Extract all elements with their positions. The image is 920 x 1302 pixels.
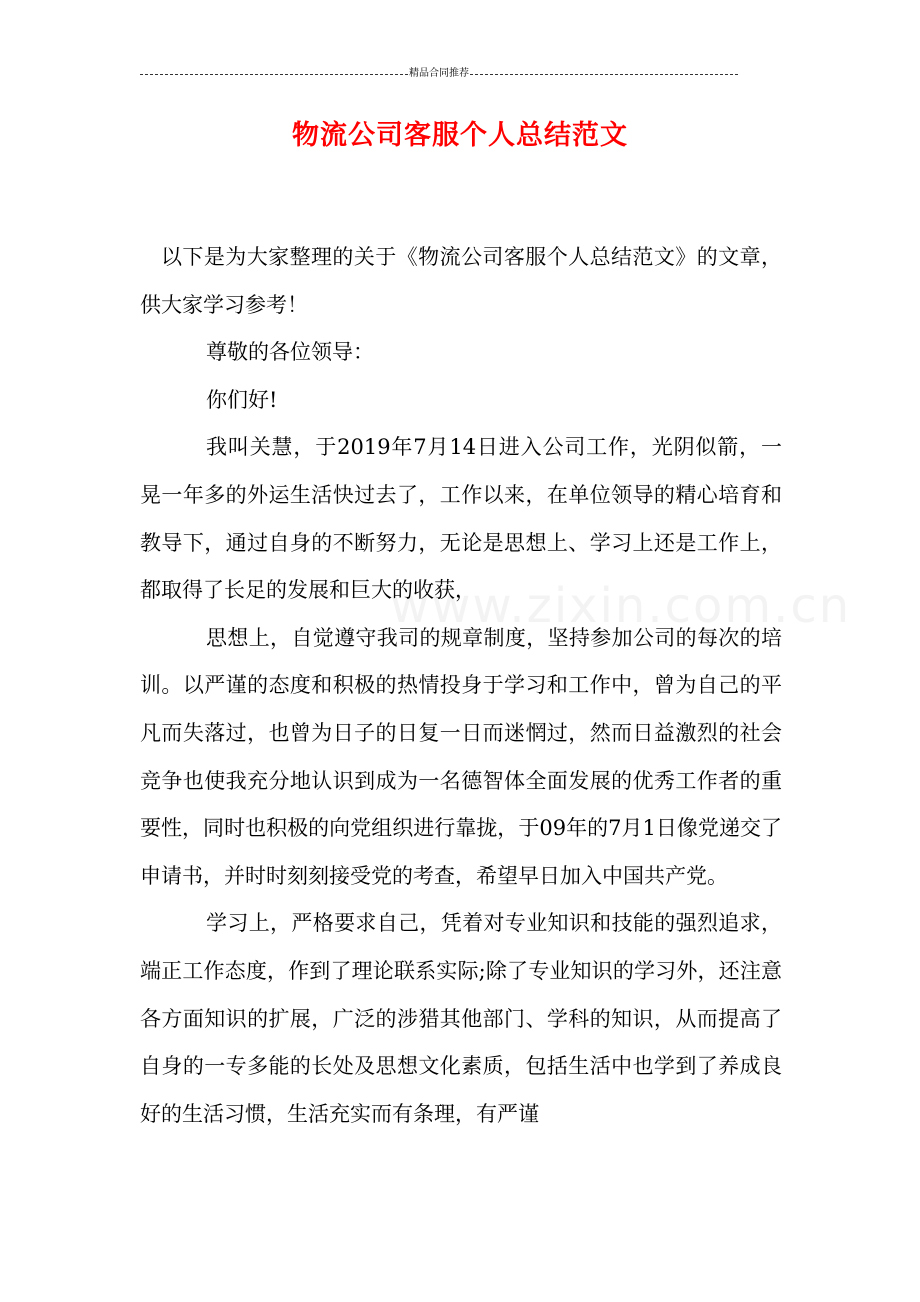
document-title: 物流公司客服个人总结范文 (292, 120, 628, 151)
header-dash-left (140, 74, 408, 75)
paragraph-salutation: 尊敬的各位领导： (206, 340, 374, 365)
paragraph-study: 学习上，严格要求自己，凭着对专业知识和技能的强烈追求，端正工作态度，作到了理论联系实际;除了专业知识的学习外，还注意各方面知识的扩展，广泛的涉猎其他部门、学科的知识，从而提高了自身的一专多能的长处及思想文化素质，包括生活中也学到了养成良好的生活习惯，生活充实而有条理，有严谨 (140, 911, 782, 1126)
paragraph-greeting: 你们好! (206, 387, 278, 412)
paragraph-ideology: 思想上，自觉遵守我司的规章制度，坚持参加公司的每次的培训。以严谨的态度和积极的热情投身于学习和工作中，曾为自己的平凡而失落过，也曾为日子的日复一日而迷惘过，然而日益激烈的社会竞争也使我充分地认识到成为一名德智体全面发展的优秀工作者的重要性，同时也积极的向党组织进行靠拢，于09年的7月1日像党递交了申请书，并时时刻刻接受党的考查，希望早日加入中国共产党。 (140, 625, 782, 888)
header-label: 精品合同推荐 (409, 68, 469, 79)
paragraph-self-intro: 我叫关慧，于2019年7月14日进入公司工作，光阴似箭，一晃一年多的外运生活快过去了，工作以来，在单位领导的精心培育和教导下，通过自身的不断努力，无论是思想上、学习上还是工作上，都取得了长足的发展和巨大的收获， (140, 435, 782, 603)
watermark: www.zixin.com.cn (390, 578, 852, 634)
paragraph-intro: 以下是为大家整理的关于《物流公司客服个人总结范文》的文章，供大家学习参考！ (140, 245, 782, 317)
document-body (140, 234, 782, 1138)
page-header (140, 66, 738, 82)
header-dash-right (470, 74, 738, 75)
